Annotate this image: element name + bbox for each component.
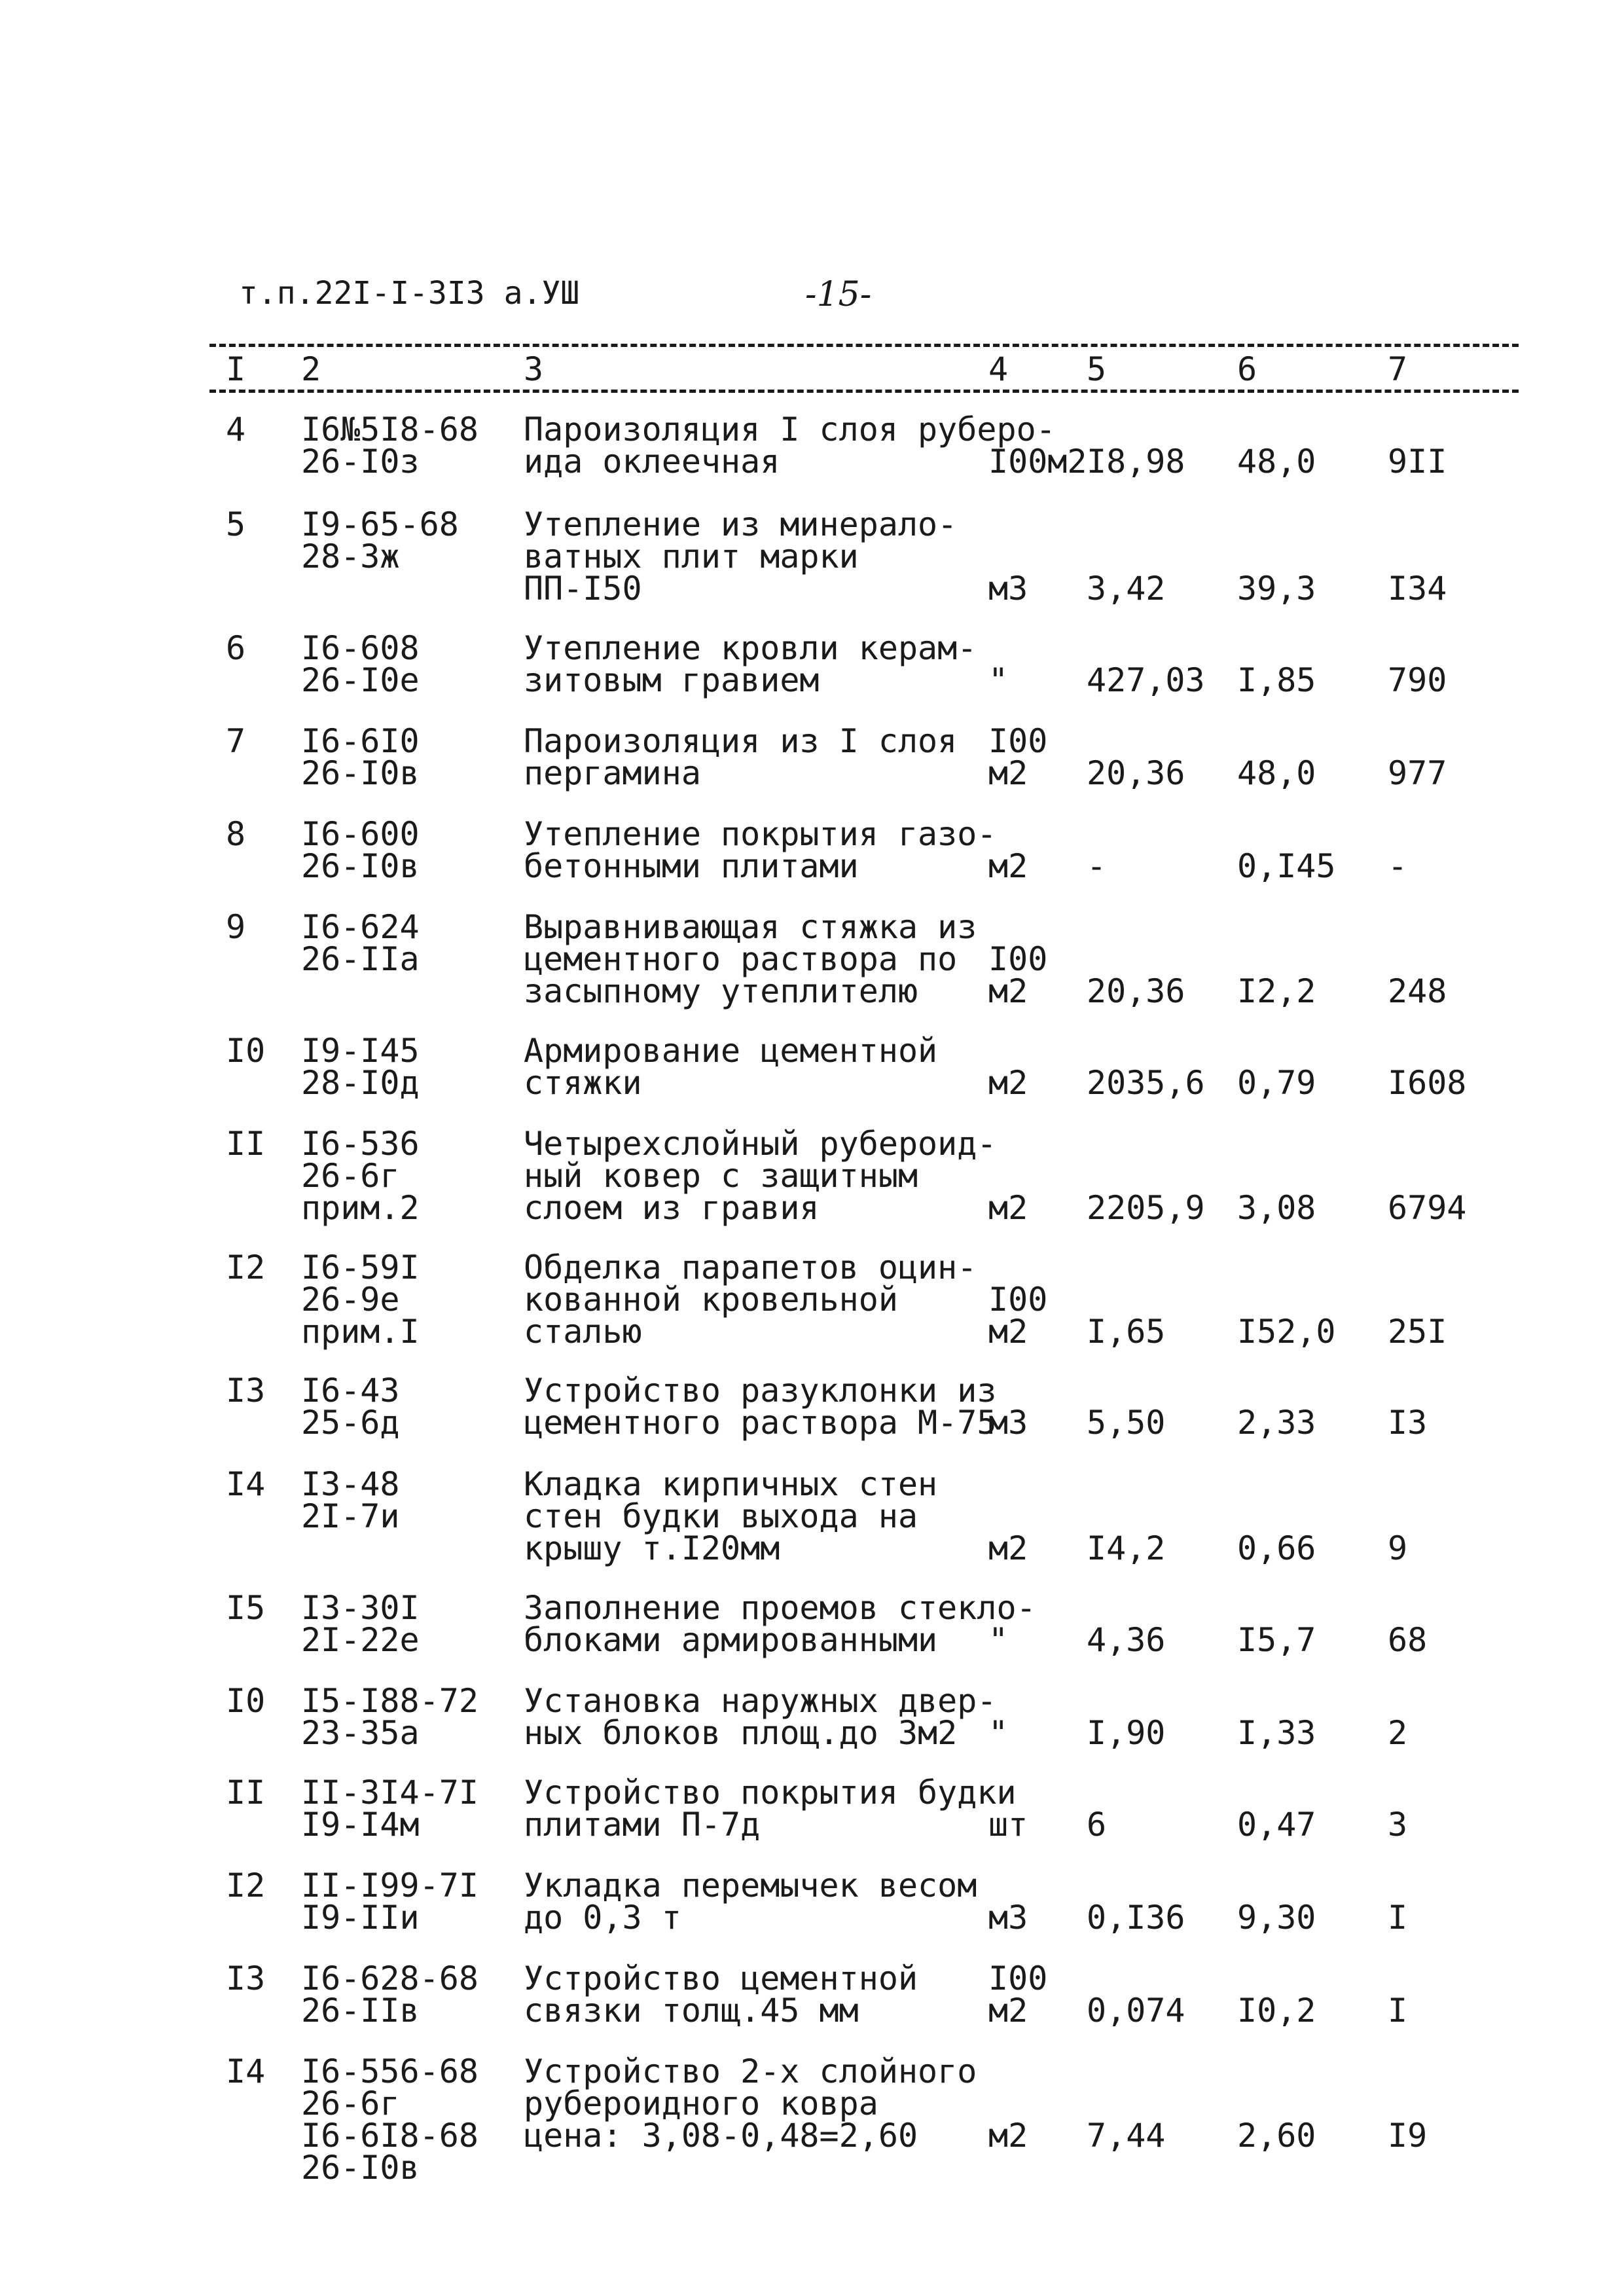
work-description: Заполнение проемов стекло-: [524, 1589, 1036, 1627]
rate-code: I6-6I0: [301, 722, 420, 760]
quantity: 2205,9: [1087, 1189, 1205, 1227]
column-header-5: 5: [1087, 350, 1107, 388]
quantity: 7,44: [1087, 2117, 1166, 2155]
total-cost: 977: [1388, 754, 1447, 792]
unit-price: 0,I45: [1237, 847, 1336, 885]
rate-code: I6-6I8-68: [301, 2117, 478, 2155]
work-description: блоками армированными: [524, 1621, 938, 1659]
work-description: Утепление из минерало-: [524, 505, 958, 543]
work-description: Пароизоляция из I слоя: [524, 722, 958, 760]
row-number: II: [226, 1125, 266, 1163]
unit: ": [988, 661, 1009, 699]
work-description: Устройство цементной: [524, 1959, 918, 1997]
rate-code: I6-608: [301, 629, 420, 667]
total-cost: I: [1388, 1899, 1408, 1937]
work-description: Устройство разуклонки из: [524, 1372, 997, 1410]
total-cost: I34: [1388, 570, 1447, 608]
work-description: рубероидного ковра: [524, 2085, 878, 2123]
unit: I00: [988, 1281, 1048, 1319]
quantity: I4,2: [1087, 1529, 1166, 1567]
work-description: Установка наружных двер-: [524, 1682, 997, 1720]
rate-code: I6№5I8-68: [301, 410, 478, 448]
unit: м2: [988, 1313, 1028, 1351]
row-number: 6: [226, 629, 246, 667]
page-number: -15-: [805, 275, 872, 314]
work-description: слоем из гравия: [524, 1189, 820, 1227]
unit-price: 48,0: [1237, 754, 1316, 792]
work-description: Армирование цементной: [524, 1032, 938, 1070]
row-number: 5: [226, 505, 246, 543]
column-header-2: 2: [301, 350, 321, 388]
unit: I00: [988, 722, 1048, 760]
work-description: сталью: [524, 1313, 642, 1351]
row-number: I2: [226, 1248, 266, 1286]
row-number: 4: [226, 410, 246, 448]
row-number: 7: [226, 722, 246, 760]
total-cost: 248: [1388, 972, 1447, 1010]
rate-code: I6-59I: [301, 1248, 420, 1286]
row-number: I2: [226, 1867, 266, 1904]
unit-price: I5,7: [1237, 1621, 1316, 1659]
row-number: II: [226, 1774, 266, 1812]
rate-code: I6-600: [301, 815, 420, 853]
document-code: т.п.22I-I-3I3 а.УШ: [239, 275, 580, 312]
total-cost: 9II: [1388, 443, 1447, 481]
work-description: ПП-I50: [524, 570, 642, 608]
total-cost: I9: [1388, 2117, 1428, 2155]
column-header-7: 7: [1388, 350, 1408, 388]
unit: м2: [988, 1064, 1028, 1102]
total-cost: I3: [1388, 1404, 1428, 1442]
rate-code: II-3I4-7I: [301, 1774, 478, 1812]
rate-code: I6-624: [301, 908, 420, 946]
total-cost: 25I: [1388, 1313, 1447, 1351]
work-description: зитовым гравием: [524, 661, 820, 699]
quantity: 4,36: [1087, 1621, 1166, 1659]
unit: м2: [988, 754, 1028, 792]
rate-code: 26-I0в: [301, 847, 420, 885]
unit: ": [988, 1621, 1009, 1659]
rate-code: 28-I0д: [301, 1064, 420, 1102]
work-description: стяжки: [524, 1064, 642, 1102]
row-number: 9: [226, 908, 246, 946]
unit: м2: [988, 972, 1028, 1010]
quantity: I,65: [1087, 1313, 1166, 1351]
row-number: I5: [226, 1589, 266, 1627]
rate-code: I3-48: [301, 1465, 400, 1503]
work-description: Укладка перемычек весом: [524, 1867, 977, 1904]
unit: м2: [988, 2117, 1028, 2155]
column-header-3: 3: [524, 350, 544, 388]
work-description: засыпному утеплителю: [524, 972, 918, 1010]
quantity: I8,98: [1087, 443, 1185, 481]
work-description: стен будки выхода на: [524, 1497, 918, 1535]
rate-code: 25-6д: [301, 1404, 400, 1442]
work-description: ватных плит марки: [524, 538, 859, 575]
quantity: 0,074: [1087, 1992, 1185, 2030]
rate-code: 26-I0е: [301, 661, 420, 699]
unit-price: 0,66: [1237, 1529, 1316, 1567]
quantity: 2035,6: [1087, 1064, 1205, 1102]
unit: м2: [988, 1529, 1028, 1567]
unit-price: 3,08: [1237, 1189, 1316, 1227]
column-header-1: I: [226, 350, 246, 388]
work-description: ных блоков площ.до 3м2: [524, 1714, 958, 1752]
unit: I00: [988, 1959, 1048, 1997]
rate-code: I6-43: [301, 1372, 400, 1410]
unit-price: 39,3: [1237, 570, 1316, 608]
work-description: плитами П-7д: [524, 1806, 761, 1844]
unit: I00м2: [988, 443, 1087, 481]
work-description: Устройство покрытия будки: [524, 1774, 1017, 1812]
row-number: I0: [226, 1032, 266, 1070]
rate-code: I9-I45: [301, 1032, 420, 1070]
rate-code: 26-9е: [301, 1281, 400, 1319]
rate-code: I6-556-68: [301, 2052, 478, 2090]
total-cost: I608: [1388, 1064, 1467, 1102]
rate-code: 23-35а: [301, 1714, 420, 1752]
total-cost: 2: [1388, 1714, 1408, 1752]
rate-code: 26-6г: [301, 2085, 400, 2123]
quantity: 20,36: [1087, 972, 1185, 1010]
quantity: I,90: [1087, 1714, 1166, 1752]
unit: м2: [988, 847, 1028, 885]
unit-price: I52,0: [1237, 1313, 1336, 1351]
work-description: связки толщ.45 мм: [524, 1992, 859, 2030]
unit-price: 9,30: [1237, 1899, 1316, 1937]
unit: м3: [988, 1899, 1028, 1937]
unit: шт: [988, 1806, 1028, 1844]
work-description: Четырехслойный рубероид-: [524, 1125, 997, 1163]
total-cost: 68: [1388, 1621, 1428, 1659]
rate-code: 26-I0в: [301, 754, 420, 792]
column-header-4: 4: [988, 350, 1009, 388]
total-cost: -: [1388, 847, 1408, 885]
row-number: 8: [226, 815, 246, 853]
work-description: кованной кровельной: [524, 1281, 898, 1319]
quantity: 427,03: [1087, 661, 1205, 699]
quantity: 0,I36: [1087, 1899, 1185, 1937]
work-description: Устройство 2-х слойного: [524, 2052, 977, 2090]
unit: м3: [988, 1404, 1028, 1442]
rate-code: 2I-22е: [301, 1621, 420, 1659]
unit: I00: [988, 940, 1048, 978]
work-description: Утепление покрытия газо-: [524, 815, 997, 853]
rate-code: I9-IIи: [301, 1899, 420, 1937]
unit-price: I2,2: [1237, 972, 1316, 1010]
rate-code: прим.2: [301, 1189, 420, 1227]
unit-price: 0,47: [1237, 1806, 1316, 1844]
quantity: 6: [1087, 1806, 1107, 1844]
quantity: -: [1087, 847, 1107, 885]
total-cost: 790: [1388, 661, 1447, 699]
rate-code: II-I99-7I: [301, 1867, 478, 1904]
work-description: цена: 3,08-0,48=2,60: [524, 2117, 918, 2155]
column-header-6: 6: [1237, 350, 1257, 388]
rate-code: I5-I88-72: [301, 1682, 478, 1720]
work-description: ида оклеечная: [524, 443, 780, 481]
row-number: I0: [226, 1682, 266, 1720]
row-number: I4: [226, 2052, 266, 2090]
unit-price: I0,2: [1237, 1992, 1316, 2030]
unit-price: I,85: [1237, 661, 1316, 699]
total-cost: I: [1388, 1992, 1408, 2030]
total-cost: 3: [1388, 1806, 1408, 1844]
row-number: I4: [226, 1465, 266, 1503]
row-number: I3: [226, 1959, 266, 1997]
rate-code: прим.I: [301, 1313, 420, 1351]
rate-code: I6-628-68: [301, 1959, 478, 1997]
rate-code: 26-I0з: [301, 443, 420, 481]
work-description: Выравнивающая стяжка из: [524, 908, 977, 946]
unit-price: 2,60: [1237, 2117, 1316, 2155]
total-cost: 6794: [1388, 1189, 1467, 1227]
work-description: цементного раствора по: [524, 940, 958, 978]
work-description: цементного раствора М-75: [524, 1404, 997, 1442]
row-number: I3: [226, 1372, 266, 1410]
rate-code: 26-IIа: [301, 940, 420, 978]
unit-price: 48,0: [1237, 443, 1316, 481]
unit: ": [988, 1714, 1009, 1752]
rate-code: 26-IIв: [301, 1992, 420, 2030]
header-bottom-rule: [209, 390, 1519, 393]
unit: м3: [988, 570, 1028, 608]
work-description: Кладка кирпичных стен: [524, 1465, 938, 1503]
work-description: Пароизоляция I слоя руберо-: [524, 410, 1056, 448]
work-description: бетонными плитами: [524, 847, 859, 885]
work-description: пергамина: [524, 754, 701, 792]
rate-code: 26-6г: [301, 1157, 400, 1195]
rate-code: 2I-7и: [301, 1497, 400, 1535]
rate-code: I6-536: [301, 1125, 420, 1163]
unit-price: 2,33: [1237, 1404, 1316, 1442]
rate-code: I3-30I: [301, 1589, 420, 1627]
quantity: 20,36: [1087, 754, 1185, 792]
rate-code: 26-I0в: [301, 2149, 420, 2187]
unit: м2: [988, 1992, 1028, 2030]
work-description: до 0,3 т: [524, 1899, 681, 1937]
work-description: Обделка парапетов оцин-: [524, 1248, 977, 1286]
work-description: крышу т.I20мм: [524, 1529, 780, 1567]
quantity: 3,42: [1087, 570, 1166, 608]
rate-code: 28-3ж: [301, 538, 400, 575]
rate-code: I9-65-68: [301, 505, 459, 543]
unit-price: I,33: [1237, 1714, 1316, 1752]
work-description: Утепление кровли керам-: [524, 629, 977, 667]
unit: м2: [988, 1189, 1028, 1227]
work-description: ный ковер с защитным: [524, 1157, 918, 1195]
unit-price: 0,79: [1237, 1064, 1316, 1102]
table-top-rule: [209, 344, 1519, 347]
rate-code: I9-I4м: [301, 1806, 420, 1844]
total-cost: 9: [1388, 1529, 1408, 1567]
quantity: 5,50: [1087, 1404, 1166, 1442]
